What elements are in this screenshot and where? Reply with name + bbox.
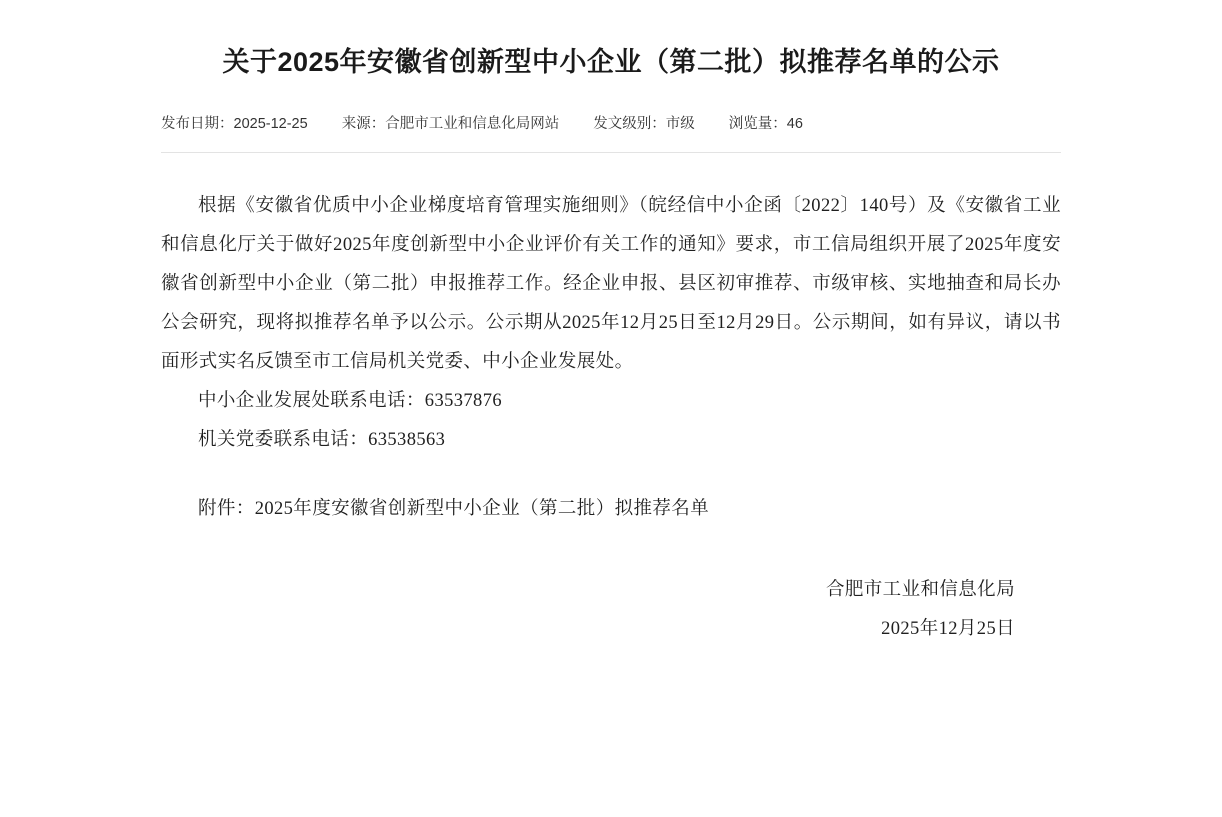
meta-level-value: 市级 — [665, 116, 695, 132]
meta-views-count: 46 — [786, 116, 803, 132]
contact-line-1: 中小企业发展处联系电话：63537876 — [198, 391, 503, 411]
meta-level-label: 发文级别： — [593, 116, 666, 132]
article-meta-bar — [161, 114, 1061, 153]
body-spacer — [161, 460, 1061, 490]
signature-date: 2025年12月25日 — [881, 619, 1015, 639]
article-container — [161, 0, 1061, 649]
meta-views — [729, 114, 803, 134]
meta-publish-date — [161, 114, 308, 134]
meta-level — [593, 114, 695, 134]
meta-source-value: 合肥市工业和信息化局网站 — [385, 116, 560, 132]
contact-line-2: 机关党委联系电话：63538563 — [198, 430, 446, 450]
page-title: 关于2025年安徽省创新型中小企业（第二批）拟推荐名单的公示 — [222, 47, 1000, 77]
article-body — [161, 187, 1061, 529]
meta-source — [342, 114, 560, 134]
signature-block — [161, 571, 1061, 649]
meta-publish-date-value: 2025-12-25 — [233, 116, 308, 132]
meta-publish-date-label: 发布日期： — [161, 116, 234, 132]
body-paragraph-1: 根据《安徽省优质中小企业梯度培育管理实施细则》（皖经信中小企函〔2022〕140号）及《安徽省工业和信息化厅关于做好2025年度创新型中小企业评价有关工作的通知》要求，市工信局组织开展了2025年度安徽省创新型中小企业（第二批）申报推荐工作。经企业申报、县区初审推荐、市级审核、实地抽查和局长办公会研究，现将拟推荐名单予以公示。公示期从2025年12月25日至12月29日。公示期间，如有异议，请以书面形式实名反馈至市工信局机关党委、中小企业发展处。 — [161, 196, 1061, 372]
signature-organization: 合肥市工业和信息化局 — [825, 580, 1015, 600]
meta-views-label: 浏览量： — [728, 116, 787, 132]
meta-source-label: 来源： — [341, 116, 386, 132]
attachment-line: 附件：2025年度安徽省创新型中小企业（第二批）拟推荐名单 — [198, 499, 710, 519]
